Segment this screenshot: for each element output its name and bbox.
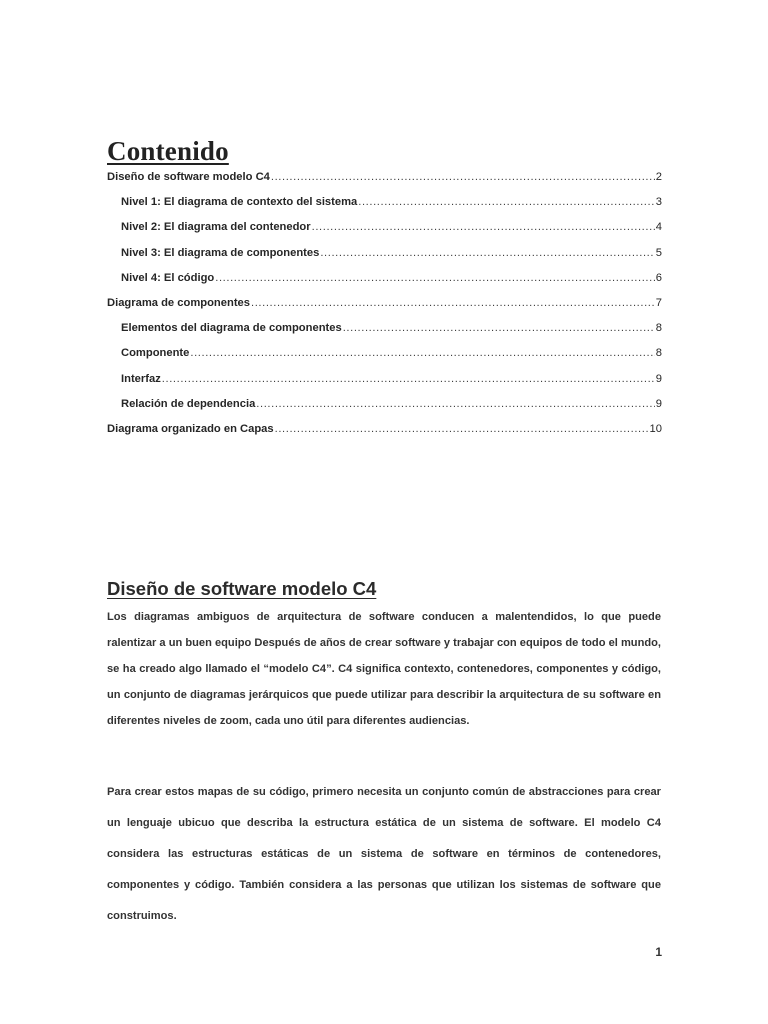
toc-dot-leader bbox=[312, 221, 655, 233]
toc-entry-componente[interactable] bbox=[107, 347, 662, 372]
toc-entry-page: 4 bbox=[655, 221, 662, 234]
toc-entry-diagrama-componentes[interactable] bbox=[107, 297, 662, 322]
toc-dot-leader bbox=[251, 297, 655, 309]
toc-entry-label: Componente bbox=[121, 347, 190, 360]
toc-entry-elementos[interactable] bbox=[107, 322, 662, 347]
toc-dot-leader bbox=[358, 196, 655, 208]
toc-entry-page: 5 bbox=[655, 246, 662, 259]
toc-entry-page: 8 bbox=[655, 322, 662, 335]
table-of-contents bbox=[107, 171, 662, 448]
toc-entry-label: Interfaz bbox=[121, 372, 161, 385]
toc-dot-leader bbox=[215, 272, 655, 284]
toc-dot-leader bbox=[256, 398, 654, 410]
toc-entry-page: 2 bbox=[655, 171, 662, 183]
toc-entry-label: Elementos del diagrama de componentes bbox=[121, 322, 342, 335]
toc-entry-label: Nivel 4: El código bbox=[121, 271, 215, 284]
toc-dot-leader bbox=[190, 347, 654, 359]
toc-entry-label: Nivel 1: El diagrama de contexto del sistema bbox=[121, 196, 358, 209]
toc-entry-page: 3 bbox=[655, 196, 662, 209]
toc-entry-label: Relación de dependencia bbox=[121, 397, 256, 410]
toc-entry-page: 8 bbox=[655, 347, 662, 360]
toc-entry-diseno-c4[interactable] bbox=[107, 171, 662, 196]
section-heading: Diseño de software modelo C4 bbox=[107, 578, 377, 599]
toc-dot-leader bbox=[271, 171, 655, 183]
toc-entry-interfaz[interactable] bbox=[107, 373, 662, 398]
toc-entry-page: 10 bbox=[649, 422, 662, 435]
toc-entry-nivel-4[interactable] bbox=[107, 272, 662, 297]
toc-entry-page: 9 bbox=[655, 372, 662, 385]
toc-dot-leader bbox=[320, 247, 654, 259]
toc-dot-leader bbox=[343, 322, 655, 334]
body-paragraph-2: Para crear estos mapas de su código, primero necesita un conjunto común de abstracciones para crear un lenguaje ubicuo que describa la estructura estática de un sistema de software. El modelo C4 considera las estructuras estáticas de un sistema de software en términos de contenedores, componentes y código. También considera a las personas que utilizan los sistemas de software que construimos. bbox=[107, 786, 661, 922]
page-number: 1 bbox=[655, 945, 662, 959]
toc-title: Contenido bbox=[107, 136, 229, 166]
toc-entry-page: 9 bbox=[655, 397, 662, 410]
toc-entry-relacion[interactable] bbox=[107, 398, 662, 423]
toc-entry-label: Nivel 2: El diagrama del contenedor bbox=[121, 221, 311, 234]
toc-dot-leader bbox=[275, 423, 649, 435]
body-paragraph-1: Los diagramas ambiguos de arquitectura de software conducen a malentendidos, lo que puede ralentizar a un buen equipo Después de años de crear software y trabajar con equipos de todo el mundo, se ha creado algo llamado el “modelo C4”. C4 significa contexto, contenedores, componentes y código, un conjunto de diagramas jerárquicos que puede utilizar para describir la arquitectura de su software en diferentes niveles de zoom, cada uno útil para diferentes audiencias. bbox=[107, 611, 661, 727]
toc-entry-capas[interactable] bbox=[107, 423, 662, 448]
toc-entry-page: 7 bbox=[655, 296, 662, 309]
toc-entry-label: Diagrama de componentes bbox=[107, 296, 250, 309]
toc-entry-nivel-1[interactable] bbox=[107, 196, 662, 221]
toc-entry-label: Diagrama organizado en Capas bbox=[107, 422, 274, 435]
toc-entry-page: 6 bbox=[655, 271, 662, 284]
toc-entry-nivel-2[interactable] bbox=[107, 221, 662, 246]
toc-entry-nivel-3[interactable] bbox=[107, 247, 662, 272]
toc-entry-label: Diseño de software modelo C4 bbox=[107, 171, 270, 183]
toc-dot-leader bbox=[162, 373, 655, 385]
toc-entry-label: Nivel 3: El diagrama de componentes bbox=[121, 246, 320, 259]
